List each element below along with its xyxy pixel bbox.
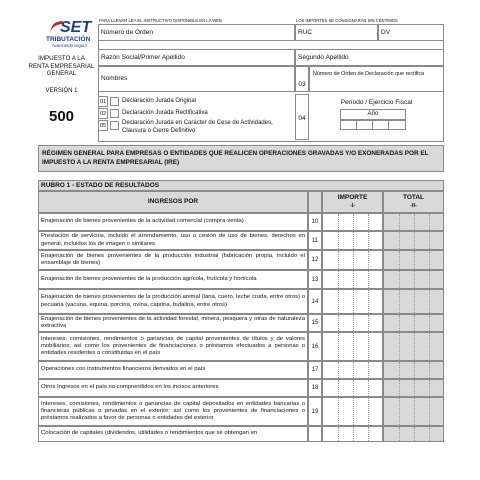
col-total-header [383,191,444,213]
decl-code-01: 01 [98,96,108,107]
digit-separator [353,362,354,378]
segundo-apellido-label: Segundo Apellido [298,53,349,61]
row-text: Enajenación de bienes provenientes de la producción animal (lana, cuero, leche cruda, entre otros) o pecuaria (vacuna, equina, porcina, ovina, caprina, bufalina, entre otros) [41,294,305,308]
col-importe-sub: -I- [349,203,356,209]
digit-separator [338,427,339,441]
importe-input[interactable] [322,314,383,332]
digit-separator [353,232,354,249]
digit-separator [338,398,339,425]
digit-separator [399,271,400,288]
row-description [38,426,308,442]
digit-separator [429,290,430,313]
importe-input[interactable] [322,231,383,250]
decl-label-01: Declaración Jurada Original [122,98,197,104]
digit-separator [368,290,369,313]
anio-label: Año [340,109,406,120]
row-number: 12 [308,250,322,270]
total-cell [383,270,444,289]
form-number: 500 [48,108,75,125]
decl-checkbox-01[interactable] [110,97,119,106]
digit-separator [399,315,400,331]
segundo-apellido-field[interactable] [295,49,444,66]
digit-separator [338,315,339,331]
note-left: PARA LLENAR LEA EL INSTRUCTIVO DISPONIBLE EN LA WEB [99,18,222,23]
digit-separator [368,315,369,331]
digit-separator [429,398,430,425]
digit-separator [338,333,339,360]
row-number: 11 [308,231,322,250]
digit-separator [429,333,430,360]
row-description [38,397,308,426]
row-number: 19 [308,397,322,426]
razon-social-field[interactable] [98,49,295,66]
nombres-field[interactable] [98,66,295,92]
importe-input[interactable] [322,379,383,397]
row-description [38,213,308,231]
importe-input[interactable] [322,397,383,426]
row-text: Enajenación de bienes provenientes de la producción industrial (fabricación propia, incluido el ensamblaje de bienes) [41,252,305,266]
row-text: Enajenación de bienes provenientes de la actividad forestal, minera, pesquera y otras de naturaleza extractiva [41,315,305,329]
importe-input[interactable] [322,426,383,442]
anio-digit-1[interactable] [340,120,357,130]
row-text: Intereses, comisiones, rendimientos o ganancias de capital provenientes de títulos y de valores mobiliarios; así como los provenientes de financiaciones o préstamos efectuados a personas o entidades residentes o constituidas en el país [41,335,305,357]
logo [44,19,98,49]
digit-separator [368,232,369,249]
digit-separator [353,315,354,331]
digit-separator [414,362,415,378]
logo-name: SET [60,19,92,36]
row-text: Prestación de servicios, incluido el arrendamiento, uso o cesión de uso de bienes, derechos en general, incluidos los de imagen o similares [41,233,305,247]
digit-separator [368,214,369,230]
digit-separator [429,362,430,378]
importe-input[interactable] [322,213,383,231]
logo-sub: TRIBUTACIÓN [46,36,91,43]
total-cell [383,426,444,442]
importe-input[interactable] [322,361,383,379]
periodo-label: Período / Ejercicio Fiscal [340,99,413,106]
anio-digit-4[interactable] [388,120,406,130]
row-number: 18 [308,379,322,397]
table-row [38,250,444,270]
row-description [38,289,308,314]
digit-separator [368,333,369,360]
row-number [308,426,322,442]
form-version: VERSIÓN 1 [45,88,78,94]
importe-input[interactable] [322,270,383,289]
digit-separator [353,290,354,313]
table-row [38,231,444,250]
digit-separator [429,380,430,396]
digit-separator [414,290,415,313]
digit-separator [399,362,400,378]
regime-banner [38,145,444,172]
rectifica-code: 03 [295,66,309,92]
digit-separator [338,290,339,313]
digit-separator [338,271,339,288]
anio-digit-3[interactable] [372,120,389,130]
row-text: Operaciones con instrumentos financieros derivados en el país [41,366,206,373]
form-title: IMPUESTO A LA RENTA EMPRESARIAL GENERAL [28,55,95,77]
nombres-label: Nombres [101,75,128,82]
rubro-title [38,180,444,191]
decl-label-05: Declaración Jurada en Carácter de Cese de Actividades, Clausura o Cierre Definitivo [122,120,273,134]
row-text: Intereses, comisiones, rendimientos o ganancias de capital depositados en entidades bancarias o financieras públicas o privadas en el exterior; así como los provenientes de financiaciones o préstamos realizados a favor de personas o entidades del exterior [41,400,305,422]
row-description [38,250,308,270]
digit-separator [414,315,415,331]
table-row [38,213,444,231]
digit-separator [414,427,415,441]
digit-separator [353,251,354,269]
digit-separator [399,214,400,230]
col-total-sub: -II- [410,203,417,209]
row-description [38,270,308,289]
digit-separator [353,380,354,396]
row-description [38,379,308,397]
digit-separator [414,398,415,425]
digit-separator [429,214,430,230]
total-cell [383,213,444,231]
col-ingresos-text: INGRESOS POR [147,198,199,205]
col-ingresos-header [38,191,308,213]
col-importe-text: IMPORTE [337,194,368,201]
row-number: 15 [308,314,322,332]
col-importe-header [322,191,383,213]
decl-checkbox-05[interactable] [110,121,119,130]
digit-separator [399,380,400,396]
digit-separator [368,398,369,425]
row-text: Enajenación de bienes provenientes de la producción agrícola, frutícola y hortícola [41,275,257,282]
row-text: Enajenación de bienes provenientes de la actividad comercial (compra-venta) [41,218,244,225]
total-cell [383,361,444,379]
digit-separator [414,333,415,360]
numero-orden-field[interactable] [98,24,295,41]
digit-separator [429,427,430,441]
col-total-text: TOTAL [402,194,425,201]
row-number: 13 [308,270,322,289]
digit-separator [368,251,369,269]
total-cell [383,397,444,426]
importe-input[interactable] [322,332,383,361]
table-row [38,397,444,426]
digit-separator [414,380,415,396]
table-row [38,332,444,361]
table-row [38,361,444,379]
row-description [38,332,308,361]
row-description [38,361,308,379]
digit-separator [429,271,430,288]
digit-separator [338,362,339,378]
total-cell [383,250,444,270]
dv-label: DV [381,28,391,36]
digit-separator [338,251,339,269]
row-number: 14 [308,289,322,314]
digit-separator [353,271,354,288]
digit-separator [368,380,369,396]
table-row [38,270,444,289]
row-text: Colocación de capitales (dividendos, utilidades o rendimientos que se obtengan en [41,430,258,437]
digit-separator [353,398,354,425]
numero-orden-label: Número de Orden [101,28,154,36]
ruc-label: RUC [298,28,313,36]
row-number: 16 [308,332,322,361]
decl-checkbox-02[interactable] [110,109,119,118]
digit-separator [399,427,400,441]
digit-separator [429,315,430,331]
digit-separator [338,214,339,230]
digit-separator [353,333,354,360]
digit-separator [368,271,369,288]
rectifica-label: Número de Orden de Declaración que rectifica [313,71,425,77]
row-description [38,314,308,332]
decl-label-02: Declaración Jurada Rectificativa [122,110,208,116]
digit-separator [399,333,400,360]
digit-separator [399,232,400,249]
digit-separator [368,427,369,441]
decl-code-02: 02 [98,108,108,119]
total-cell [383,231,444,250]
digit-separator [353,214,354,230]
digit-separator [338,380,339,396]
table-row [38,426,444,442]
digit-separator [399,290,400,313]
digit-separator [429,232,430,249]
col-num-header [308,191,322,213]
digit-separator [353,427,354,441]
total-cell [383,332,444,361]
digit-separator [414,232,415,249]
dv-field[interactable] [378,24,444,41]
digit-separator [414,271,415,288]
row-text: Otros Ingresos en el país no comprendidos en los incisos anteriores [41,384,219,391]
rectifica-field[interactable] [309,66,444,92]
row-number: 10 [308,213,322,231]
digit-separator [399,251,400,269]
digit-separator [338,232,339,249]
row-description [38,231,308,250]
table-row [38,379,444,397]
table-row [38,289,444,314]
total-cell [383,379,444,397]
row-number: 17 [308,361,322,379]
digit-separator [414,214,415,230]
digit-separator [399,398,400,425]
razon-social-label: Razón Social/Primer Apellido [101,53,185,61]
digit-separator [429,251,430,269]
logo-tag: Avanzando seguro [52,43,87,48]
anio-digit-2[interactable] [356,120,373,130]
rubro-title-text: RUBRO 1 - ESTADO DE RESULTADOS [41,182,160,189]
importe-input[interactable] [322,250,383,270]
digit-separator [368,362,369,378]
note-right: LOS IMPORTES SE CONSIGNARÁN SIN CÉNTIMOS [296,18,398,23]
total-cell [383,289,444,314]
digit-separator [414,251,415,269]
regime-text: RÉGIMEN GENERAL PARA EMPRESAS O ENTIDADES QUE REALICEN OPERACIONES GRAVADAS Y/O EXONERADAS POR EL IMPUESTO A LA RENTA EMPRESARIAL (IRE) [42,150,429,166]
total-cell [383,314,444,332]
periodo-code: 04 [295,94,309,140]
importe-input[interactable] [322,289,383,314]
decl-code-05: 05 [98,120,108,131]
ruc-field[interactable] [295,24,378,41]
table-row [38,314,444,332]
